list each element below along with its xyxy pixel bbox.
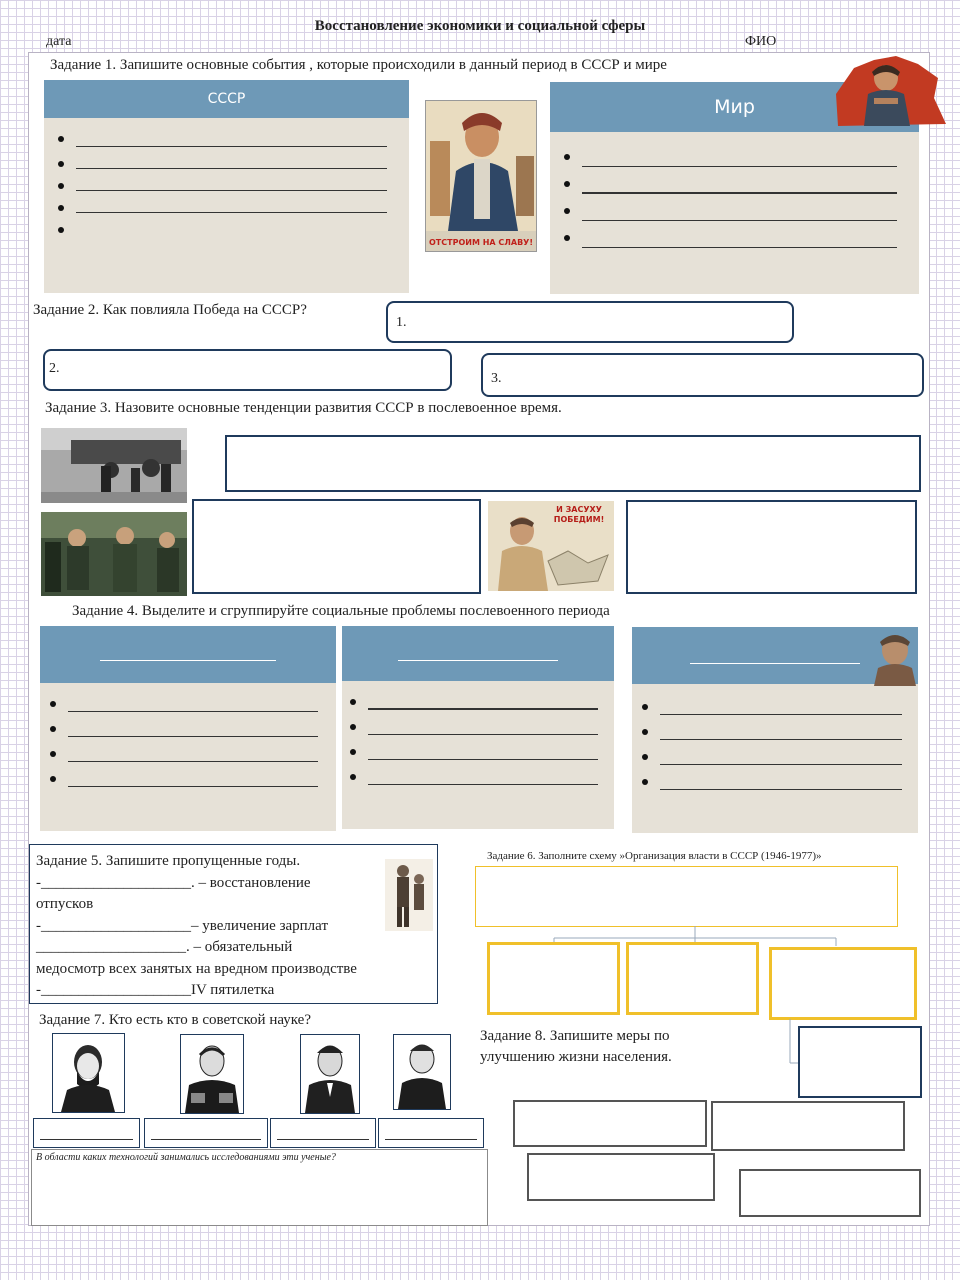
task2-box3-label: 3. [491, 371, 502, 386]
scheme-box-2[interactable] [626, 942, 759, 1015]
scheme-box-3[interactable] [769, 947, 917, 1020]
ussr-blank-1[interactable] [58, 128, 387, 153]
poster-zasuha-caption: И ЗАСУХУ ПОБЕДИМ! [553, 505, 605, 524]
group1-bullet-list [50, 693, 318, 793]
social-problems-group-2 [342, 626, 614, 829]
scientist-name-field-1[interactable] [33, 1118, 140, 1148]
scientist-portrait-2 [180, 1034, 244, 1114]
task1-text: Задание 1. Запишите основные события , которые происходили в данный период в СССР и мире [50, 57, 667, 73]
group3-title-blank[interactable] [690, 663, 860, 664]
postwar-photo-1 [41, 428, 187, 503]
task5-line-3[interactable]: -____________________– увеличение зарплат [36, 917, 328, 934]
task3-text: Задание 3. Назовите основные тенденции развития СССР в послевоенное время. [45, 400, 562, 416]
scheme-box-1[interactable] [487, 942, 620, 1015]
poster-otstroim-image [425, 100, 537, 252]
group3-blank-2[interactable] [642, 721, 902, 746]
task7-question: В области каких технологий занимались исследованиями эти ученые? [36, 1152, 336, 1163]
task7-answer-area[interactable] [31, 1149, 488, 1226]
task2-answer-box-2[interactable] [43, 349, 452, 391]
task8-answer-box-1[interactable] [513, 1100, 707, 1147]
group3-blank-1[interactable] [642, 696, 902, 721]
task8-answer-box-2[interactable] [711, 1101, 905, 1151]
group2-title-blank[interactable] [398, 660, 558, 661]
group2-bullet-list [350, 691, 598, 791]
scientist-name-field-2[interactable] [144, 1118, 268, 1148]
scientist-name-field-3[interactable] [270, 1118, 376, 1148]
task6-text: Задание 6. Заполните схему »Организация власти в СССР (1946-1977)» [487, 850, 822, 862]
task5-line-6[interactable]: -____________________IV пятилетка [36, 982, 275, 998]
task2-text: Задание 2. Как повлияла Победа на СССР? [33, 302, 307, 318]
task4-text: Задание 4. Выделите и сгруппируйте социальные проблемы послевоенного периода [72, 603, 610, 619]
task2-answer-box-3[interactable] [481, 353, 924, 397]
group2-blank-4[interactable] [350, 766, 598, 791]
ussr-panel-head: СССР [44, 80, 409, 118]
task8-answer-box-4[interactable] [739, 1169, 921, 1217]
world-blank-3[interactable] [564, 200, 897, 227]
ussr-blank-2[interactable] [58, 153, 387, 175]
group3-bullet-list [642, 696, 902, 796]
group1-blank-3[interactable] [50, 743, 318, 768]
group1-blank-1[interactable] [50, 693, 318, 718]
group2-blank-3[interactable] [350, 741, 598, 766]
task5-line-5: медосмотр всех занятых на вредном производстве [36, 960, 357, 977]
ussr-bullet-list [58, 128, 387, 241]
task8-answer-box-3[interactable] [527, 1153, 715, 1201]
scheme-box-4[interactable] [798, 1026, 922, 1098]
group3-blank-4[interactable] [642, 771, 902, 796]
workers-sketch-image [385, 859, 433, 931]
group2-blank-1[interactable] [350, 691, 598, 716]
poster-zasuha-image [488, 501, 614, 591]
world-blank-2[interactable] [564, 173, 897, 200]
world-blank-1[interactable] [564, 146, 897, 173]
child-portrait-image [872, 628, 918, 686]
task5-title: Задание 5. Запишите пропущенные годы. [36, 853, 301, 869]
scientist-portrait-1 [52, 1033, 125, 1113]
task3-answer-box-wide[interactable] [225, 435, 921, 492]
task3-answer-box-right[interactable] [626, 500, 917, 594]
group1-title-blank[interactable] [100, 660, 276, 661]
group3-blank-3[interactable] [642, 746, 902, 771]
scientist-name-field-4[interactable] [378, 1118, 484, 1148]
page-title: Восстановление экономики и социальной сферы [314, 18, 646, 34]
poster-otstroim-caption: ОТСТРОИМ НА СЛАВУ! [429, 238, 533, 247]
date-label: дата [46, 34, 72, 49]
scientist-portrait-4 [393, 1034, 451, 1110]
world-bullet-list [564, 146, 897, 254]
ussr-blank-5[interactable] [58, 219, 387, 241]
social-problems-group-1 [40, 626, 336, 831]
ussr-blank-3[interactable] [58, 175, 387, 197]
group1-blank-2[interactable] [50, 718, 318, 743]
world-panel-head: Мир [714, 96, 755, 118]
world-blank-4[interactable] [564, 227, 897, 254]
task3-answer-box-left[interactable] [192, 499, 481, 594]
ussr-blank-4[interactable] [58, 197, 387, 219]
postwar-photo-2 [41, 512, 187, 596]
task7-text: Задание 7. Кто есть кто в советской науке? [39, 1012, 311, 1028]
ussr-events-panel [44, 80, 409, 293]
group1-blank-4[interactable] [50, 768, 318, 793]
task2-box1-label: 1. [396, 315, 407, 330]
scientist-portrait-3 [300, 1034, 360, 1114]
task5-box [29, 844, 438, 1004]
task5-line-4[interactable]: ____________________. – обязательный [36, 939, 293, 955]
worker-illustration [834, 54, 950, 130]
task8-text: Задание 8. Запишите меры по улучшению жизни населения. [480, 1028, 672, 1065]
task2-box2-label: 2. [49, 361, 60, 376]
task5-line-2: отпусков [36, 896, 94, 912]
task2-answer-box-1[interactable] [386, 301, 794, 343]
task5-line-1[interactable]: -____________________. – восстановление [36, 874, 311, 891]
fio-label: ФИО [745, 34, 777, 49]
group2-blank-2[interactable] [350, 716, 598, 741]
scheme-top-box[interactable] [475, 866, 898, 927]
